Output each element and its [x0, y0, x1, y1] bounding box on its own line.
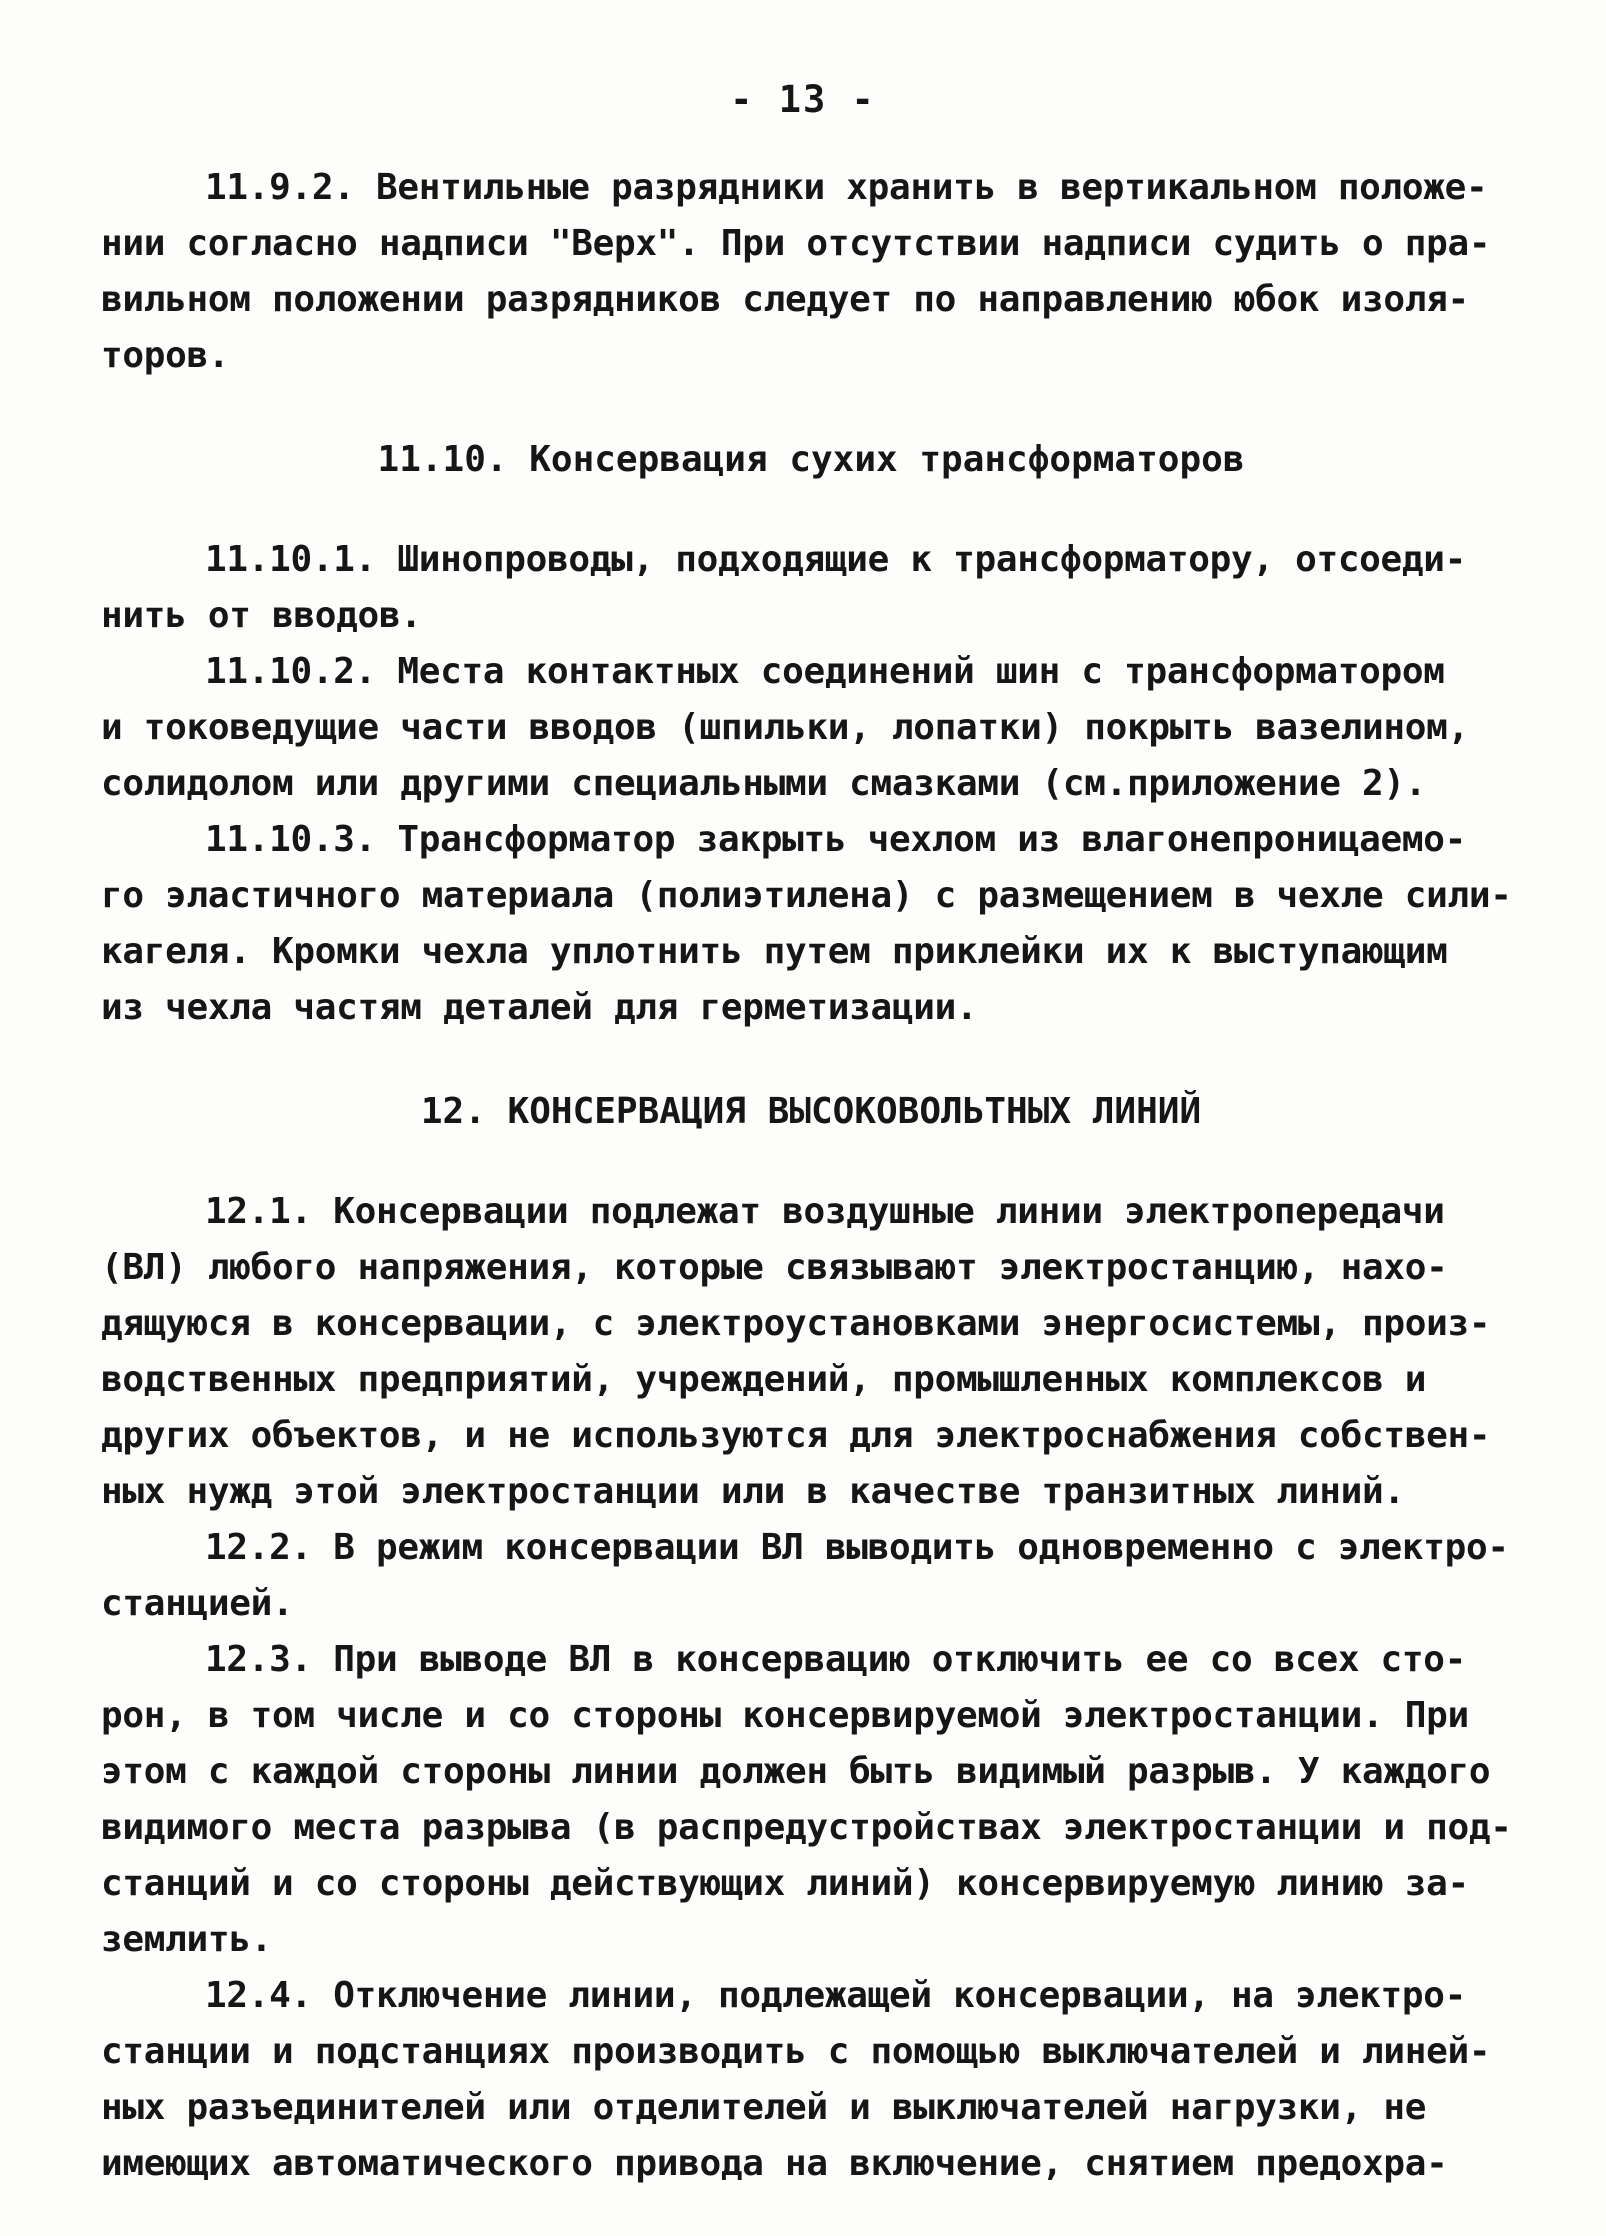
text-line: дящуюся в консервации, с электроустановками энергосистемы, произ-	[101, 1303, 1491, 1344]
text-line: станции и подстанциях производить с помощью выключателей и линей-	[101, 2031, 1491, 2072]
paragraph-11-10-3	[101, 812, 1521, 1036]
text-line: нить от вводов.	[101, 595, 422, 636]
text-line: 12.2. В режим консервации ВЛ выводить одновременно с электро-	[205, 1527, 1509, 1568]
text-line: 12.3. При выводе ВЛ в консервацию отключить ее со всех сто-	[205, 1639, 1467, 1680]
text-line: рон, в том числе и со стороны консервируемой электростанции. При	[101, 1695, 1469, 1736]
text-line: 11.10.1. Шинопроводы, подходящие к трансформатору, отсоеди-	[205, 539, 1467, 580]
text-line: 11.10.3. Трансформатор закрыть чехлом из влагонепроницаемо-	[205, 819, 1467, 860]
text-line: торов.	[101, 335, 230, 376]
text-line: 12.4. Отключение линии, подлежащей консервации, на электро-	[205, 1975, 1467, 2016]
paragraph-12-4	[101, 1968, 1521, 2192]
section-heading-12: 12. КОНСЕРВАЦИЯ ВЫСОКОВОЛЬТНЫХ ЛИНИЙ	[420, 1091, 1202, 1132]
text-line: 11.10.2. Места контактных соединений шин с трансформатором	[205, 651, 1445, 692]
section-heading-11-10: 11.10. Консервация сухих трансформаторов	[377, 439, 1245, 480]
paragraph-11-10-1	[101, 532, 1521, 644]
paragraph-11-10-2	[101, 644, 1521, 812]
text-line: нии согласно надписи "Верх". При отсутствии надписи судить о пра-	[101, 223, 1491, 264]
text-line: и токоведущие части вводов (шпильки, лопатки) покрыть вазелином,	[101, 707, 1469, 748]
text-line: кагеля. Кромки чехла уплотнить путем приклейки их к выступающим	[101, 931, 1448, 972]
paragraph-11-9-2	[101, 160, 1521, 384]
text-line: видимого места разрыва (в распредустройствах электростанции и под-	[101, 1807, 1512, 1848]
text-line: ных нужд этой электростанции или в качестве транзитных линий.	[101, 1471, 1405, 1512]
text-line: солидолом или другими специальными смазками (см.приложение 2).	[101, 763, 1427, 804]
document-body	[101, 160, 1521, 2192]
text-line: станций и со стороны действующих линий) консервируемую линию за-	[101, 1863, 1469, 1904]
text-line: го эластичного материала (полиэтилена) с размещением в чехле сили-	[101, 875, 1512, 916]
text-line: 12.1. Консервации подлежат воздушные линии электропередачи	[205, 1191, 1445, 1232]
paragraph-12-2	[101, 1520, 1521, 1632]
text-line: ных разъединителей или отделителей и выключателей нагрузки, не	[101, 2087, 1427, 2128]
text-line: 11.9.2. Вентильные разрядники хранить в вертикальном положе-	[205, 167, 1488, 208]
page-number: - 13 -	[730, 78, 876, 121]
paragraph-12-3	[101, 1632, 1521, 1968]
text-line: землить.	[101, 1919, 272, 1960]
paragraph-12-1	[101, 1184, 1521, 1520]
text-line: станцией.	[101, 1583, 294, 1624]
text-line: (ВЛ) любого напряжения, которые связывают электростанцию, нахо-	[101, 1247, 1448, 1288]
text-line: других объектов, и не используются для электроснабжения собствен-	[101, 1415, 1491, 1456]
text-line: из чехла частям деталей для герметизации.	[101, 987, 978, 1028]
text-line: вильном положении разрядников следует по направлению юбок изоля-	[101, 279, 1469, 320]
text-line: водственных предприятий, учреждений, промышленных комплексов и	[101, 1359, 1427, 1400]
text-line: имеющих автоматического привода на включение, снятием предохра-	[101, 2143, 1448, 2184]
text-line: этом с каждой стороны линии должен быть видимый разрыв. У каждого	[101, 1751, 1491, 1792]
